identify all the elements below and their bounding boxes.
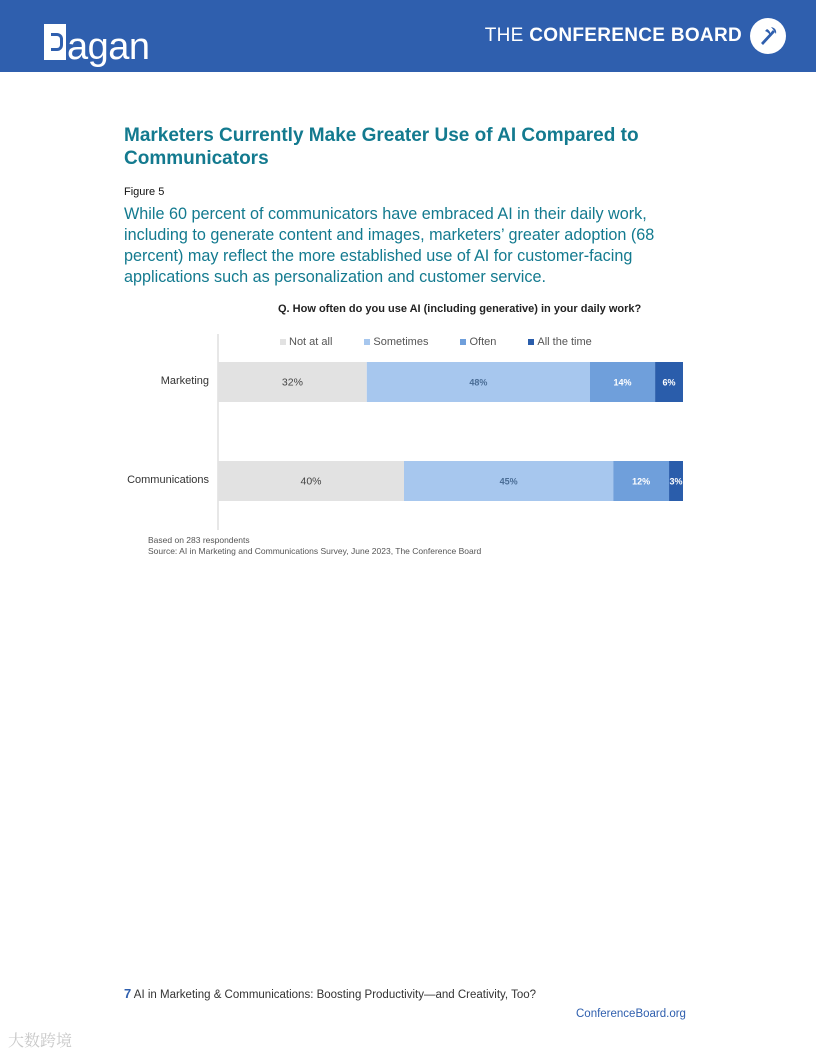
data-label: 6% — [662, 377, 676, 388]
ragan-logo — [44, 10, 150, 68]
stacked-bar-chart — [120, 298, 700, 568]
page-title: Marketers Currently Make Greater Use of AI Compared to Communicators — [124, 125, 639, 169]
data-label: 48% — [469, 377, 488, 388]
figure-label: Figure 5 — [124, 186, 165, 198]
source-note: Source: AI in Marketing and Communications Survey, June 2023, The Conference Board — [148, 546, 482, 556]
torch-icon — [750, 18, 786, 54]
conference-board-logo — [485, 18, 786, 54]
page-footer — [124, 986, 536, 1001]
legend-label: Sometimes — [373, 336, 429, 348]
ragan-logo-mark — [44, 24, 66, 60]
data-label: 40% — [300, 475, 322, 488]
data-label: 14% — [613, 377, 632, 388]
footer-title: AI in Marketing & Communications: Boosting Productivity—and Creativity, Too? — [133, 989, 537, 1001]
data-label: 45% — [499, 476, 518, 487]
data-label: 12% — [632, 476, 651, 487]
logo-the: THE — [484, 25, 524, 46]
legend-label: Not at all — [289, 336, 333, 348]
page-header — [0, 0, 816, 72]
chart-plot-area — [120, 298, 700, 533]
chart-title: Q. How often do you use AI (including generative) in your daily work? — [278, 303, 642, 315]
respondents-note: Based on 283 respondents — [148, 535, 250, 545]
page-number: 7 — [124, 986, 132, 1001]
watermark: 大数跨境 — [8, 1033, 73, 1050]
ragan-logo-text: agan — [67, 26, 150, 68]
legend-label: Often — [469, 336, 497, 348]
data-label: 3% — [669, 476, 683, 487]
category-label-marketing: Marketing — [160, 375, 209, 387]
legend-label: All the time — [537, 336, 592, 348]
lead-paragraph: While 60 percent of communicators have embraced AI in their daily work, including to generate content and images, marketers’ greater adoption (68 percent) may reflect the more established use of AI for customer-facing applications such as personalization and customer service. — [124, 205, 655, 286]
category-label-communications: Communications — [127, 474, 209, 486]
data-label: 32% — [281, 376, 303, 389]
footer-url-link[interactable]: ConferenceBoard.org — [576, 1008, 686, 1020]
logo-conference-board: CONFERENCE BOARD — [529, 25, 742, 46]
chart-notes — [148, 535, 481, 557]
